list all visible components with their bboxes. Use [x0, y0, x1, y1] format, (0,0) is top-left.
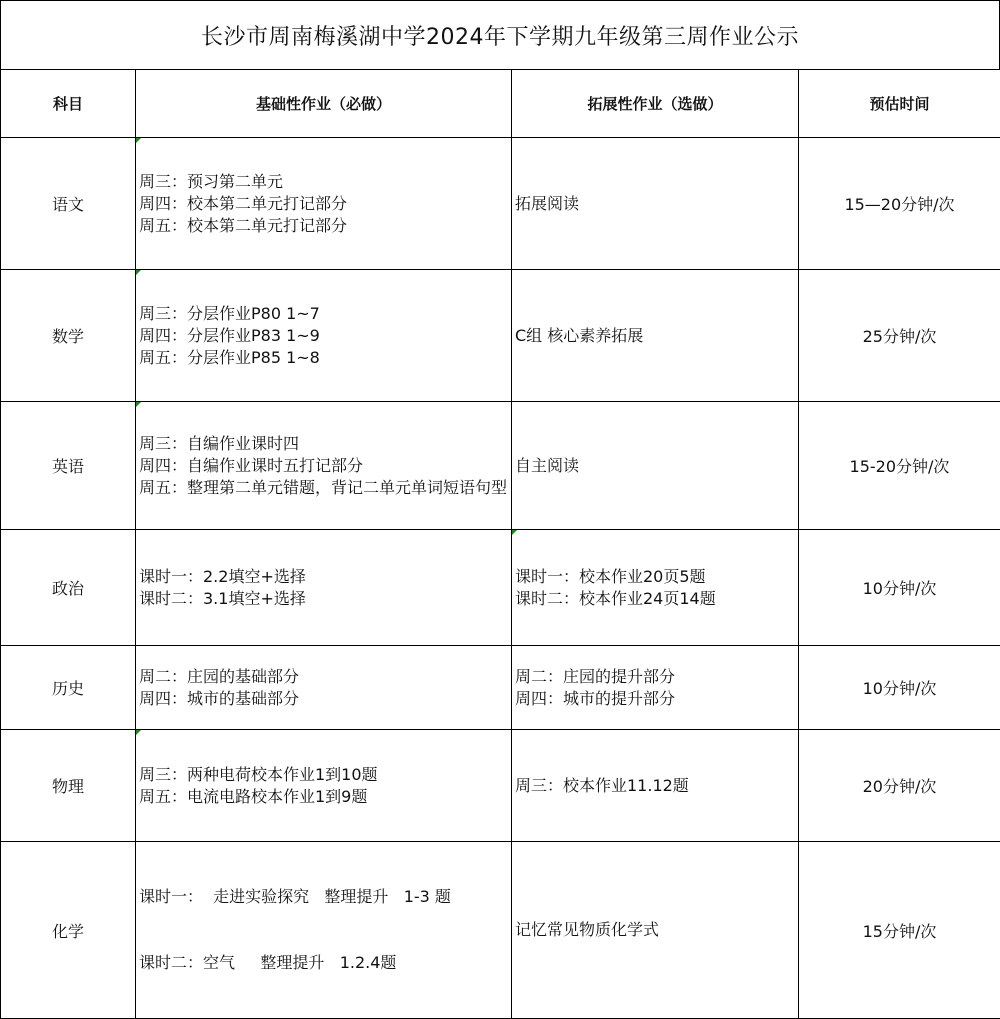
table-row — [1, 646, 1000, 730]
homework-table — [0, 69, 1000, 1019]
basic-line: 课时一： 走进实验探究 整理提升 1-3 题 — [139, 886, 507, 908]
header-basic: 基础性作业（必做） — [136, 70, 512, 138]
extended-line: 自主阅读 — [515, 455, 794, 477]
basic-line: 周三：分层作业P80 1~7 — [139, 303, 507, 325]
extended-cell — [512, 730, 799, 842]
basic-line: 周四：城市的基础部分 — [139, 688, 507, 710]
basic-cell — [136, 402, 512, 530]
extended-line: 周二：庄园的提升部分 — [515, 666, 794, 688]
header-subject: 科目 — [1, 70, 136, 138]
basic-line: 周四：自编作业课时五打记部分 — [139, 455, 507, 477]
extended-cell — [512, 138, 799, 270]
time-cell: 20分钟/次 — [799, 730, 1000, 842]
cell-comment-marker — [136, 730, 141, 735]
subject-cell: 物理 — [1, 730, 136, 842]
basic-line: 课时二：3.1填空+选择 — [139, 588, 507, 610]
subject-cell: 数学 — [1, 270, 136, 402]
basic-cell — [136, 270, 512, 402]
extended-cell — [512, 270, 799, 402]
header-row — [1, 70, 1000, 138]
basic-cell — [136, 138, 512, 270]
extended-line: 课时一：校本作业20页5题 — [515, 566, 794, 588]
cell-comment-marker — [136, 138, 141, 143]
time-cell: 15分钟/次 — [799, 842, 1000, 1019]
extended-line: 拓展阅读 — [515, 193, 794, 215]
subject-cell: 历史 — [1, 646, 136, 730]
extended-cell — [512, 646, 799, 730]
table-row — [1, 138, 1000, 270]
extended-line: 课时二：校本作业24页14题 — [515, 588, 794, 610]
subject-cell: 化学 — [1, 842, 136, 1019]
cell-comment-marker — [136, 270, 141, 275]
basic-line: 周五：电流电路校本作业1到9题 — [139, 786, 507, 808]
header-extended: 拓展性作业（选做） — [512, 70, 799, 138]
table-row — [1, 730, 1000, 842]
basic-line: 周五：校本第二单元打记部分 — [139, 215, 507, 237]
basic-cell — [136, 730, 512, 842]
basic-cell — [136, 842, 512, 1019]
table-row — [1, 270, 1000, 402]
basic-line: 课时二：空气 整理提升 1.2.4题 — [139, 952, 507, 974]
basic-line: 周五：整理第二单元错题，背记二单元单词短语句型 — [139, 477, 507, 499]
time-cell: 10分钟/次 — [799, 530, 1000, 646]
basic-line: 周三：两种电荷校本作业1到10题 — [139, 764, 507, 786]
header-time: 预估时间 — [799, 70, 1000, 138]
basic-line: 周四：分层作业P83 1~9 — [139, 325, 507, 347]
time-cell: 10分钟/次 — [799, 646, 1000, 730]
extended-cell — [512, 402, 799, 530]
subject-cell: 政治 — [1, 530, 136, 646]
basic-line: 周四：校本第二单元打记部分 — [139, 193, 507, 215]
extended-line: 记忆常见物质化学式 — [515, 919, 794, 941]
time-cell: 25分钟/次 — [799, 270, 1000, 402]
subject-cell: 语文 — [1, 138, 136, 270]
extended-cell — [512, 842, 799, 1019]
table-row — [1, 842, 1000, 1019]
basic-line: 课时一：2.2填空+选择 — [139, 566, 507, 588]
basic-cell — [136, 646, 512, 730]
cell-comment-marker — [512, 530, 517, 535]
sheet-title: 长沙市周南梅溪湖中学2024年下学期九年级第三周作业公示 — [0, 0, 1000, 70]
basic-cell — [136, 530, 512, 646]
table-row — [1, 530, 1000, 646]
basic-line: 周五：分层作业P85 1~8 — [139, 347, 507, 369]
table-row — [1, 402, 1000, 530]
time-cell: 15—20分钟/次 — [799, 138, 1000, 270]
time-cell: 15-20分钟/次 — [799, 402, 1000, 530]
extended-line: 周四：城市的提升部分 — [515, 688, 794, 710]
extended-line: C组 核心素养拓展 — [515, 325, 794, 347]
basic-line: 周二：庄园的基础部分 — [139, 666, 507, 688]
extended-cell — [512, 530, 799, 646]
basic-line: 周三：自编作业课时四 — [139, 433, 507, 455]
cell-comment-marker — [136, 402, 141, 407]
subject-cell: 英语 — [1, 402, 136, 530]
basic-line: 周三：预习第二单元 — [139, 171, 507, 193]
extended-line: 周三：校本作业11.12题 — [515, 775, 794, 797]
